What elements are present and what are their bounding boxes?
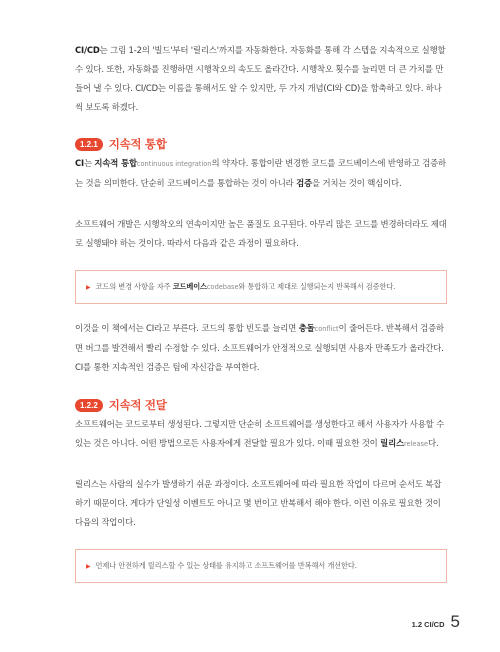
text-run: 의 약자다. 통합이란 변경한 코드를 코드베이스에 반영하고 검증하는 것을 의미한다. 단순히 코드베이스를 통합하는 것이 아니라 <box>75 158 446 188</box>
section-title: 지속적 통합 <box>108 137 167 151</box>
callout-box <box>75 549 447 583</box>
section-heading-1-2-2 <box>75 397 167 413</box>
section-title: 지속적 전달 <box>108 398 167 412</box>
section-number-badge: 1.2.2 <box>75 399 103 412</box>
release-paragraph <box>75 415 447 454</box>
ci-summary-paragraph <box>75 319 447 377</box>
english-gloss: release <box>403 440 429 448</box>
bold-term: 충돌 <box>298 323 315 333</box>
english-gloss: codebase <box>206 283 239 291</box>
page-footer <box>412 612 460 632</box>
intro-text: 는 그림 1-2의 '빌드'부터 '릴리스'까지를 자동화한다. 자동화를 통해 각 스텝을 지속적으로 실행할 수 있다. 또한, 자동화를 진행하면 시행착오의 속도도 올라간다. 시행착오 횟수를 늘리면 더 큰 가치를 만들어 낼 수 있다. CI/CD는 이름을 통해서도 알 수 있지만, 두 가지 개념(CI와 CD)을 함축하고 있다. 하나씩 보도록 하겠다. <box>75 45 446 112</box>
text-run: 코드의 변경 사항을 자주 <box>95 282 173 291</box>
section-number-badge: 1.2.1 <box>75 138 103 151</box>
english-gloss: continuous integration <box>136 160 212 168</box>
ci-cd-term: CI/CD <box>75 45 100 55</box>
text-run: 을 거치는 것이 핵심이다. <box>312 178 402 188</box>
text-run: 이것을 이 책에서는 CI라고 부른다. 코드의 통합 빈도를 늘리면 <box>75 323 299 333</box>
callout-box <box>75 270 447 304</box>
text-run: 소프트웨어는 코드로부터 생성된다. 그렇지만 단순히 소프트웨어를 생성한다고 해서 사용자가 사용할 수 있는 것은 아니다. 어떤 방법으로든 사용자에게 전달할 필요가 있다. 이때 필요한 것이 <box>75 419 445 448</box>
callout-text: 언제나 안전하게 릴리스할 수 있는 상태를 유지하고 소프트웨어를 반복해서 개선한다. <box>95 561 357 570</box>
triangle-bullet-icon: ▶ <box>86 562 91 570</box>
page-number: 5 <box>450 612 460 631</box>
release-difficulty-paragraph: 릴리스는 사람의 실수가 발생하기 쉬운 과정이다. 소프트웨어에 따라 필요한 작업이 다르며 순서도 복잡하기 때문이다. 게다가 단일성 이벤트도 아니고 몇 번이고 반복해서 해야 한다. 이런 이유로 필요한 것이 다음의 작업이다. <box>75 479 442 527</box>
bold-term: 릴리스 <box>380 438 404 448</box>
text-run: 는 <box>83 158 95 168</box>
quality-paragraph: 소프트웨어 개발은 시행착오의 연속이지만 높은 품질도 요구된다. 아무리 많은 코드를 변경하더라도 제대로 실행돼야 하는 것이다. 따라서 다음과 같은 과정이 필요하다. <box>75 219 447 248</box>
bold-term: 검증 <box>296 178 313 188</box>
bold-term: 지속적 통합 <box>94 158 137 168</box>
text-run: 와 통합하고 제대로 실행되는지 반복해서 검증한다. <box>238 282 396 291</box>
triangle-bullet-icon: ▶ <box>86 283 91 291</box>
text-run: 다. <box>428 438 439 448</box>
english-gloss: conflict <box>314 325 339 333</box>
text-run: 이 줄어든다. 반복해서 검증하면 버그를 발견해서 빨리 수정할 수 있다. 소프트웨어가 안정적으로 실행되면 사용자 만족도가 올라간다. CI를 통한 지속적인 검증은 팀에 자신감을 부여한다. <box>75 323 444 372</box>
section-heading-1-2-1 <box>75 136 167 152</box>
ci-term: CI <box>75 158 84 168</box>
intro-paragraph <box>75 41 447 117</box>
ci-definition-paragraph <box>75 154 447 193</box>
bold-term: 코드베이스 <box>172 282 207 291</box>
callout-text <box>96 282 396 292</box>
footer-section-label: 1.2 CI/CD <box>411 620 445 629</box>
